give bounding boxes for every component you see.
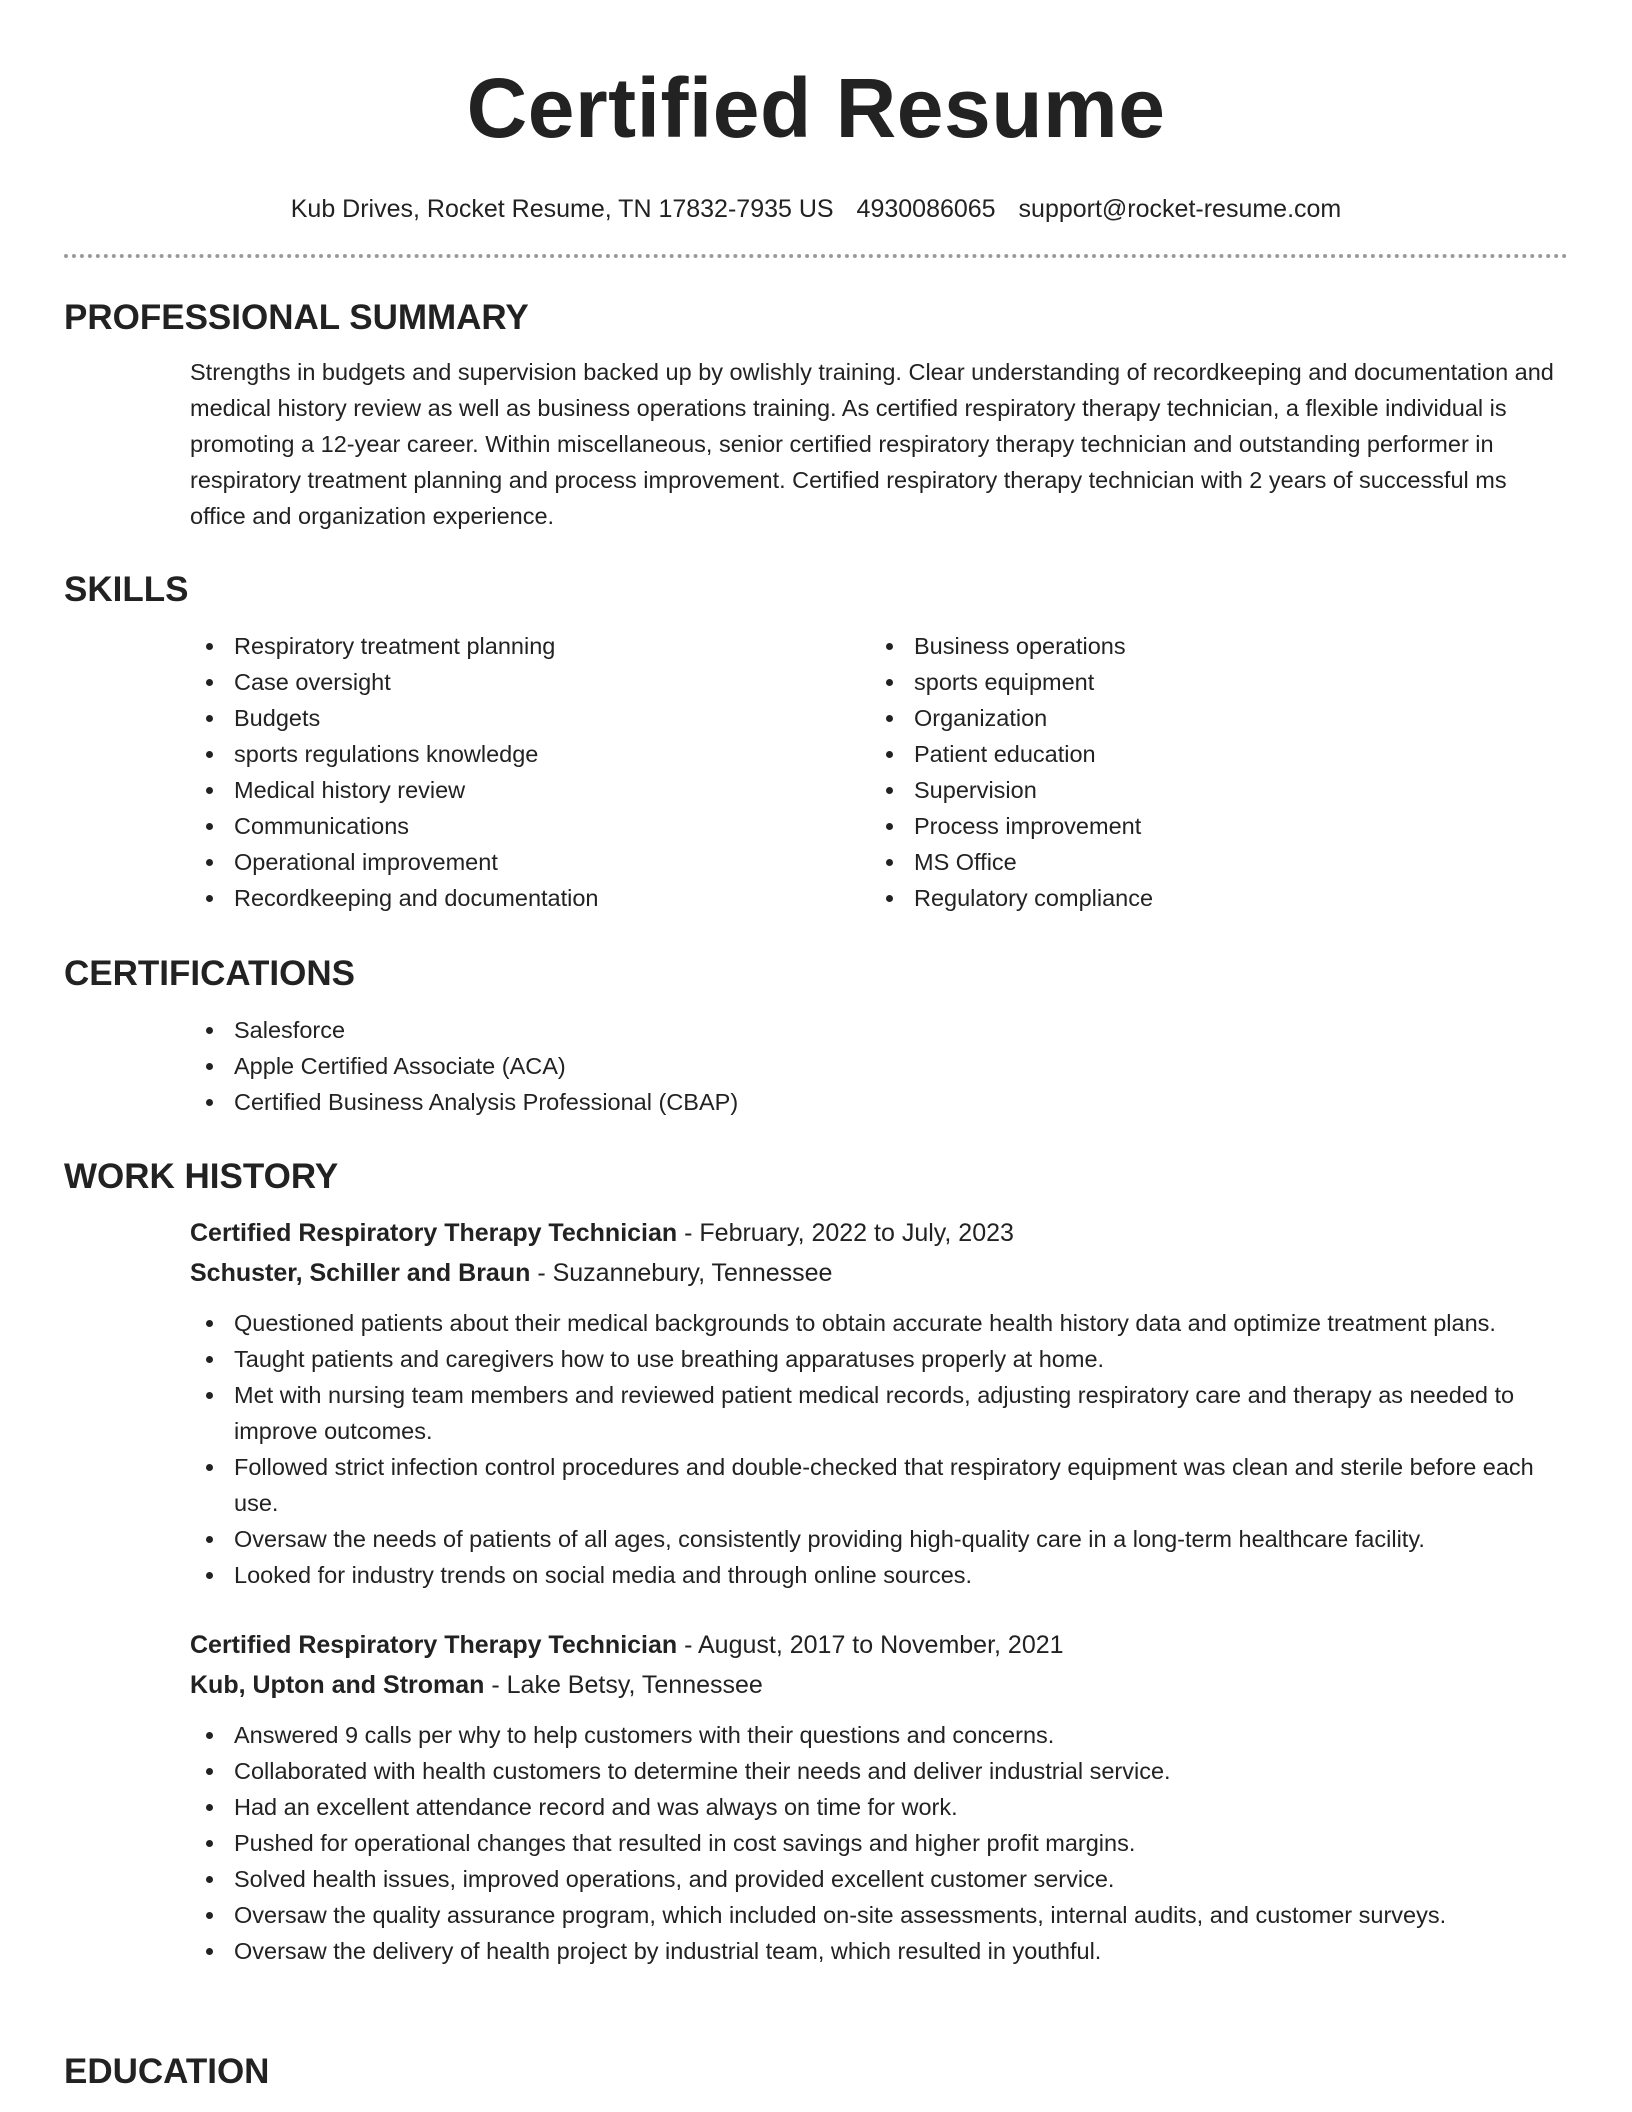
- list-item: Case oversight: [190, 664, 870, 700]
- list-item: Apple Certified Associate (ACA): [190, 1048, 1568, 1084]
- job-company-line: [190, 1665, 1568, 1705]
- job-location: - Lake Betsy, Tennessee: [484, 1671, 763, 1699]
- list-item: Respiratory treatment planning: [190, 628, 870, 664]
- list-item: Questioned patients about their medical backgrounds to obtain accurate health history data and optimize treatment plans.: [190, 1305, 1568, 1341]
- job-bullets: [190, 1717, 1568, 1969]
- list-item: sports regulations knowledge: [190, 736, 870, 772]
- skills-section: [64, 568, 1568, 916]
- contact-phone: 4930086065: [856, 195, 996, 223]
- list-item: sports equipment: [870, 664, 1550, 700]
- list-item: Pushed for operational changes that resulted in cost savings and higher profit margins.: [190, 1825, 1568, 1861]
- skills-list-right: [870, 628, 1550, 916]
- list-item: Medical history review: [190, 772, 870, 808]
- list-item: Looked for industry trends on social media and through online sources.: [190, 1557, 1568, 1593]
- list-item: Budgets: [190, 700, 870, 736]
- job-location: - Suzannebury, Tennessee: [530, 1259, 833, 1287]
- list-item: Communications: [190, 808, 870, 844]
- job-dates: - February, 2022 to July, 2023: [677, 1219, 1014, 1247]
- contact-address: Kub Drives, Rocket Resume, TN 17832-7935 US: [290, 195, 834, 223]
- summary-section: [64, 296, 1568, 534]
- list-item: Process improvement: [870, 808, 1550, 844]
- work-history-section: [64, 1155, 1568, 1969]
- list-item: Oversaw the delivery of health project by industrial team, which resulted in youthful.: [190, 1933, 1568, 1969]
- education-heading: EDUCATION: [64, 2052, 270, 2091]
- resume-name: Certified Resume: [466, 61, 1166, 155]
- list-item: Followed strict infection control procedures and double-checked that respiratory equipment was clean and sterile before each use.: [190, 1449, 1568, 1521]
- job-entry: [64, 1213, 1568, 1593]
- list-item: Taught patients and caregivers how to use breathing apparatuses properly at home.: [190, 1341, 1568, 1377]
- job-company: Schuster, Schiller and Braun: [190, 1259, 531, 1287]
- list-item: Met with nursing team members and reviewed patient medical records, adjusting respiratory care and therapy as needed to improve outcomes.: [190, 1377, 1568, 1449]
- contact-line: [64, 192, 1568, 226]
- list-item: Organization: [870, 700, 1550, 736]
- job-company: Kub, Upton and Stroman: [190, 1671, 485, 1699]
- list-item: Certified Business Analysis Professional (CBAP): [190, 1084, 1568, 1120]
- skills-list-left: [190, 628, 870, 916]
- certifications-list: [190, 1012, 1568, 1120]
- list-item: Had an excellent attendance record and was always on time for work.: [190, 1789, 1568, 1825]
- list-item: Business operations: [870, 628, 1550, 664]
- job-title-line: [190, 1625, 1568, 1665]
- work-history-heading: WORK HISTORY: [64, 1157, 339, 1196]
- summary-text: Strengths in budgets and supervision backed up by owlishly training. Clear understanding of recordkeeping and documentation and medical history review as well as business operations training. As certified respiratory therapy technician, a flexible individual is promoting a 12-year career. Within miscellaneous, senior certified respiratory therapy technician and outstanding performer in respiratory treatment planning and process improvement. Certified respiratory therapy technician with 2 years of successful ms office and organization experience.: [190, 359, 1554, 529]
- job-company-line: [190, 1253, 1568, 1293]
- education-section: [64, 2050, 1568, 2094]
- list-item: Answered 9 calls per why to help customers with their questions and concerns.: [190, 1717, 1568, 1753]
- list-item: Patient education: [870, 736, 1550, 772]
- list-item: Oversaw the needs of patients of all ages, consistently providing high-quality care in a long-term healthcare facility.: [190, 1521, 1568, 1557]
- job-dates: - August, 2017 to November, 2021: [677, 1631, 1064, 1659]
- list-item: Recordkeeping and documentation: [190, 880, 870, 916]
- job-title-line: [190, 1213, 1568, 1253]
- certifications-heading: CERTIFICATIONS: [64, 954, 356, 993]
- list-item: Salesforce: [190, 1012, 1568, 1048]
- header-divider: [64, 254, 1568, 258]
- list-item: Supervision: [870, 772, 1550, 808]
- job-bullets: [190, 1305, 1568, 1593]
- certifications-section: [64, 952, 1568, 1120]
- skills-heading: SKILLS: [64, 570, 189, 609]
- list-item: Collaborated with health customers to determine their needs and deliver industrial service.: [190, 1753, 1568, 1789]
- skills-grid: [190, 628, 1568, 916]
- list-item: Solved health issues, improved operations, and provided excellent customer service.: [190, 1861, 1568, 1897]
- job-role: Certified Respiratory Therapy Technician: [190, 1219, 678, 1247]
- list-item: Operational improvement: [190, 844, 870, 880]
- job-entry: [64, 1625, 1568, 1969]
- list-item: Regulatory compliance: [870, 880, 1550, 916]
- list-item: MS Office: [870, 844, 1550, 880]
- list-item: Oversaw the quality assurance program, which included on-site assessments, internal audits, and customer surveys.: [190, 1897, 1568, 1933]
- contact-email: support@rocket-resume.com: [1018, 195, 1342, 223]
- job-role: Certified Respiratory Therapy Technician: [190, 1631, 678, 1659]
- summary-heading: PROFESSIONAL SUMMARY: [64, 298, 529, 337]
